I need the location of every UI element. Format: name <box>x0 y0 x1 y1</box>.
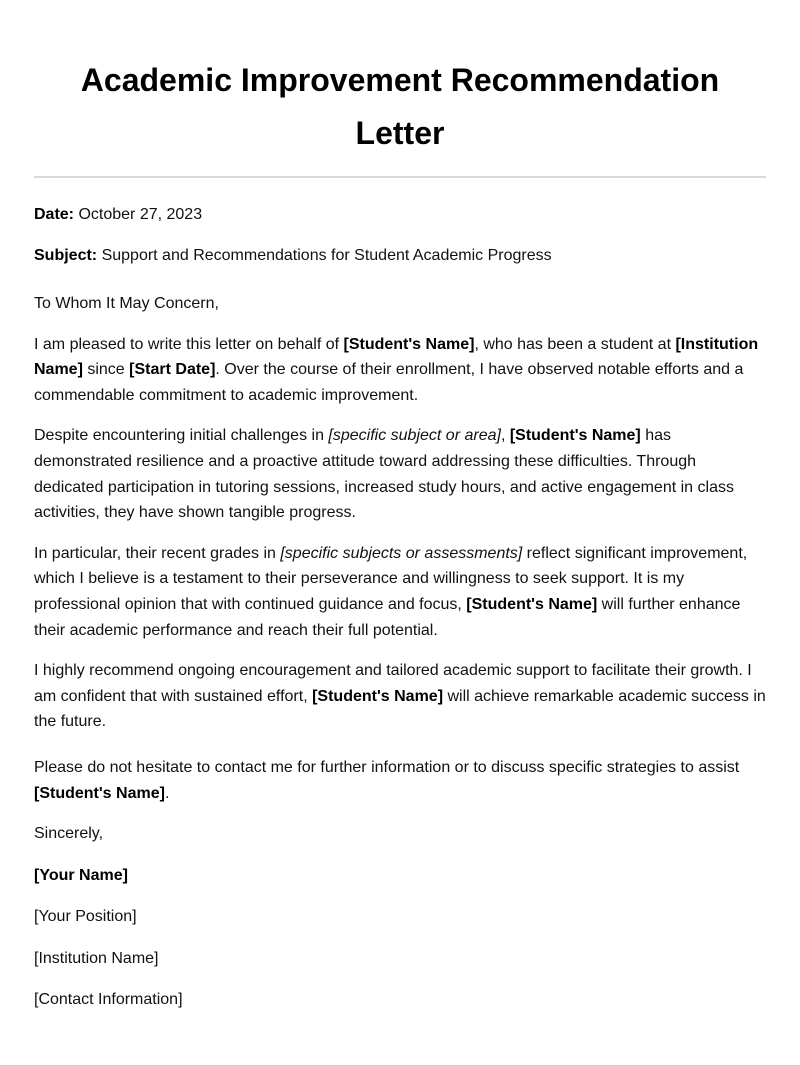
date-label: Date: <box>34 206 75 223</box>
signature-name <box>34 863 766 889</box>
placeholder-institution-name: [Institution Name] <box>34 335 759 379</box>
title-divider <box>34 176 766 178</box>
signature-name-text: [Your Name] <box>34 866 128 884</box>
text-run: In particular, their recent grades in <box>34 544 281 562</box>
closing: Sincerely, <box>34 825 104 843</box>
subject-value: Support and Recommendations for Student Academic Progress <box>97 247 552 264</box>
signature-position: [Your Position] <box>34 908 137 926</box>
text-run: , <box>500 427 510 445</box>
placeholder-student-name: [Student's Name] <box>34 784 165 802</box>
paragraph-grades <box>34 541 766 643</box>
text-run: , who has been a student at <box>474 335 676 353</box>
signature-institution: [Institution Name] <box>34 949 159 967</box>
date-line <box>34 204 766 225</box>
text-run: will further enhance their academic performance and reach their full potential. <box>34 595 741 639</box>
date-value: October 27, 2023 <box>74 206 203 223</box>
subject-label: Subject: <box>34 247 98 264</box>
paragraph-recommendation <box>34 658 766 735</box>
subject-line <box>34 245 766 266</box>
text-run: Please do not hesitate to contact me for further information or to discuss specific strategies to assist <box>34 758 740 776</box>
paragraph-challenges <box>34 423 766 525</box>
text-run: reflect significant improvement, which I believe is a testament to their perseverance and willingness to seek support. It is my professional opinion that with continued guidance and focus, <box>34 544 748 613</box>
placeholder-student-name: [Student's Name] <box>343 335 475 353</box>
text-run: will achieve remarkable academic success in the future. <box>34 687 766 731</box>
letter-title: Academic Improvement Recommendation Letter <box>80 62 720 151</box>
text-run: has demonstrated resilience and a proactive attitude toward addressing these difficulties. Through dedicated participation in tutoring sessions, increased study hours, and active engagement in class activities, they have shown tangible progress. <box>34 427 734 522</box>
text-run: Despite encountering initial challenges in <box>34 427 329 445</box>
text-run: . <box>164 784 170 802</box>
placeholder-student-name: [Student's Name] <box>312 687 444 705</box>
greeting: To Whom It May Concern, <box>34 295 219 312</box>
paragraph-intro <box>34 332 766 409</box>
placeholder-student-name: [Student's Name] <box>509 427 641 445</box>
placeholder-specific-assessments: [specific subjects or assessments] <box>280 544 523 562</box>
signature-contact: [Contact Information] <box>34 991 183 1009</box>
text-run: I am pleased to write this letter on behalf of <box>34 335 344 353</box>
text-run: since <box>82 361 130 379</box>
placeholder-start-date: [Start Date] <box>129 361 216 379</box>
placeholder-specific-subject: [specific subject or area] <box>328 427 501 445</box>
text-run: . Over the course of their enrollment, I have observed notable efforts and a commendable commitment to academic improvement. <box>34 361 744 404</box>
paragraph-contact <box>34 755 766 806</box>
text-run: I highly recommend ongoing encouragement and tailored academic support to facilitate their growth. I am confident that with sustained effort, <box>34 662 752 705</box>
placeholder-student-name: [Student's Name] <box>466 595 598 613</box>
